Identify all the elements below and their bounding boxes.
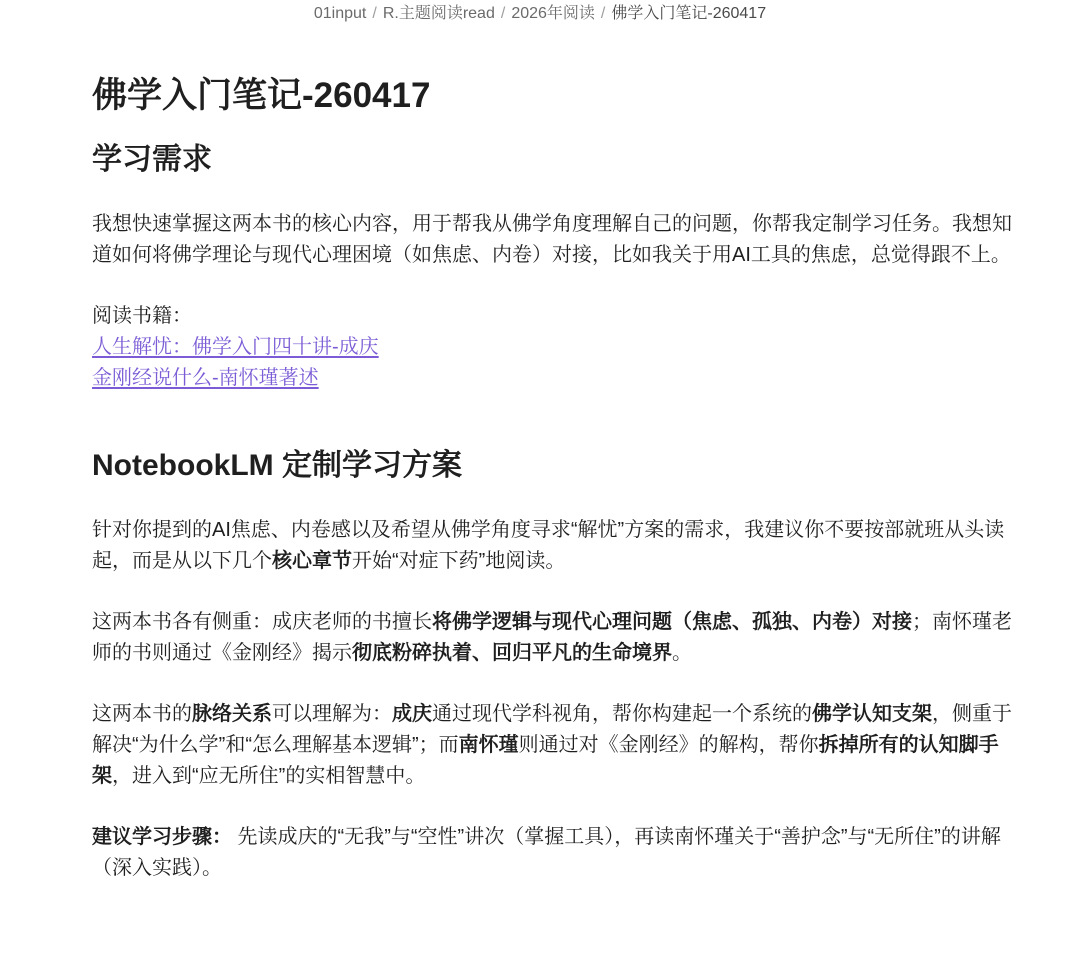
plan-paragraph-2: 这两本书各有侧重：成庆老师的书擅长将佛学逻辑与现代心理问题（焦虑、孤独、内卷）对接；南怀瑾老师的书则通过《金刚经》揭示彻底粉碎执着、回归平凡的生命境界。 xyxy=(92,611,1012,664)
plan-paragraph-4: 建议学习步骤： 先读成庆的“无我”与“空性”讲次（掌握工具），再读南怀瑾关于“善护念”与“无所住”的讲解（深入实践）。 xyxy=(92,826,1001,879)
book-link-chengqing[interactable]: 人生解忧：佛学入门四十讲-成庆 xyxy=(92,336,379,358)
heading-plan: NotebookLM 定制学习方案 xyxy=(92,449,462,482)
books-label: 阅读书籍： xyxy=(92,305,192,327)
breadcrumb-item-read[interactable]: R.主题阅读read xyxy=(382,5,495,22)
breadcrumb xyxy=(0,4,1080,24)
needs-paragraph: 我想快速掌握这两本书的核心内容，用于帮我从佛学角度理解自己的问题，你帮我定制学习任务。我想知道如何将佛学理论与现代心理困境（如焦虑、内卷）对接，比如我关于用AI工具的焦虑，总觉得跟不上。 xyxy=(92,213,1012,266)
note-content xyxy=(92,74,1012,884)
breadcrumb-separator: / xyxy=(500,5,506,22)
breadcrumb-item-2026[interactable]: 2026年阅读 xyxy=(511,5,595,22)
plan-paragraph-3: 这两本书的脉络关系可以理解为：成庆通过现代学科视角，帮你构建起一个系统的佛学认知支架，侧重于解决“为什么学”和“怎么理解基本逻辑”；而南怀瑾则通过对《金刚经》的解构，帮你拆掉所有的认知脚手架，进入到“应无所住”的实相智慧中。 xyxy=(92,703,1012,787)
page-title: 佛学入门笔记-260417 xyxy=(92,76,431,115)
breadcrumb-separator: / xyxy=(372,5,377,22)
book-link-nanhuaijin[interactable]: 金刚经说什么-南怀瑾著述 xyxy=(92,367,319,389)
breadcrumb-item-01input[interactable]: 01input xyxy=(313,5,367,22)
breadcrumb-separator: / xyxy=(600,5,606,22)
plan-paragraph-1: 针对你提到的AI焦虑、内卷感以及希望从佛学角度寻求“解忧”方案的需求，我建议你不要按部就班从头读起，而是从以下几个核心章节开始“对症下药”地阅读。 xyxy=(92,519,1005,572)
breadcrumb-item-current[interactable]: 佛学入门笔记-260417 xyxy=(611,5,767,22)
heading-needs: 学习需求 xyxy=(92,143,212,176)
